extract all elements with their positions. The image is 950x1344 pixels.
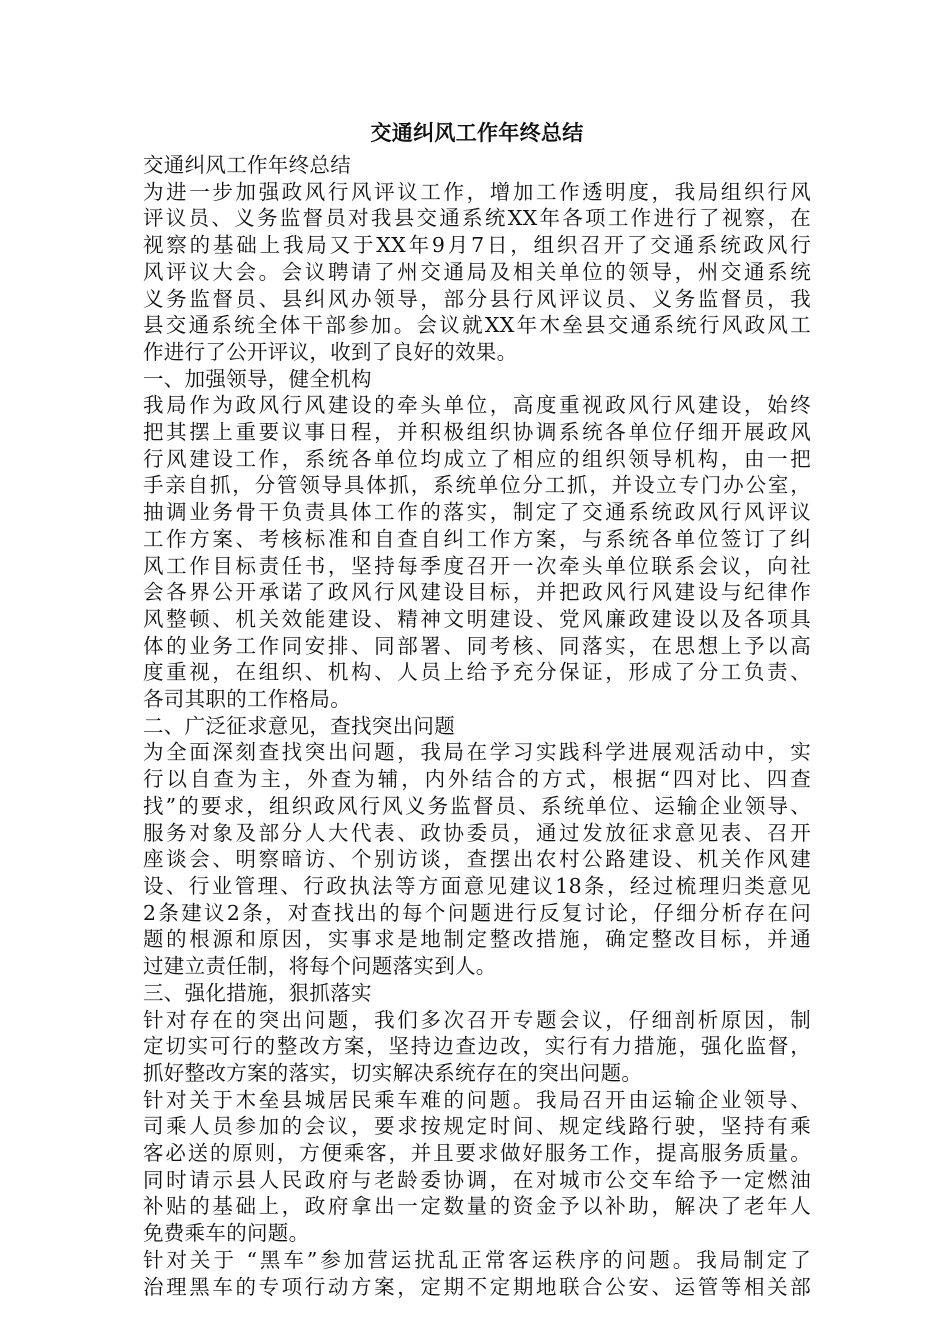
text-line: 题的根源和原因，实事求是地制定整改措施，确定整改目标，并通 [143, 927, 811, 952]
text-line: 会各界公开承诺了政风行风建设目标，并把政风行风建设与纪律作 [143, 580, 811, 605]
paragraph [143, 980, 811, 1007]
text-line: 行以自查为主，外查为辅，内外结合的方式，根据“四对比、四查 [143, 767, 811, 792]
text-line: 二、广泛征求意见，查找突出问题 [143, 713, 455, 738]
text-line: 工作方案、考核标准和自查自纠工作方案，与系统各单位签订了纠 [143, 526, 811, 551]
text-line: 评议员、义务监督员对我县交通系统XX年各项工作进行了视察，在 [143, 206, 811, 231]
document-body [143, 152, 811, 1300]
paragraph [143, 713, 811, 740]
text-line: 针对关于木垒县城居民乘车难的问题。我局召开由运输企业领导、 [143, 1087, 811, 1112]
text-line: 找”的要求，组织政风行风义务监督员、系统单位、运输企业领导、 [143, 793, 811, 818]
text-line: 针对存在的突出问题，我们多次召开专题会议，仔细剖析原因，制 [143, 1007, 811, 1032]
text-line: 交通纠风工作年终总结 [143, 153, 351, 177]
text-line: 抓好整改方案的落实，切实解决系统存在的突出问题。 [143, 1060, 643, 1085]
text-line: 设、行业管理、行政执法等方面意见建议18条，经过梳理归类意见 [143, 873, 811, 898]
text-line: 三、强化措施，狠抓落实 [143, 980, 372, 1005]
text-line: 我局作为政风行风建设的牵头单位，高度重视政风行风建设，始终 [143, 393, 811, 418]
text-line: 把其摆上重要议事日程，并积极组织协调系统各单位仔细开展政风 [143, 420, 811, 445]
text-line: 服务对象及部分人大代表、政协委员，通过发放征求意见表、召开 [143, 820, 811, 845]
text-line: 手亲自抓，分管领导具体抓，系统单位分工抓，并设立专门办公室， [143, 473, 811, 498]
paragraph [143, 1087, 811, 1247]
text-line: 风工作目标责任书，坚持每季度召开一次牵头单位联系会议，向社 [143, 553, 811, 578]
paragraph [143, 366, 811, 393]
text-line: 一、加强领导，健全机构 [143, 366, 372, 391]
paragraph [143, 179, 811, 366]
text-line: 2条建议2条，对查找出的每个问题进行反复讨论，仔细分析存在问 [143, 900, 811, 925]
text-line: 免费乘车的问题。 [143, 1221, 310, 1246]
document-title: 交通纠风工作年终总结 [370, 120, 584, 145]
text-line: 抽调业务骨干负责具体工作的落实，制定了交通系统政风行风评议 [143, 500, 811, 525]
text-line: 度重视，在组织、机构、人员上给予充分保证，形成了分工负责、 [143, 660, 811, 685]
paragraph [143, 392, 811, 712]
text-line: 风整顿、机关效能建设、精神文明建设、党风廉政建设以及各项具 [143, 606, 811, 631]
text-line: 各司其职的工作格局。 [143, 687, 351, 712]
text-line: 定切实可行的整改方案，坚持边查边改，实行有力措施，强化监督， [143, 1034, 811, 1059]
text-line: 视察的基础上我局又于XX年9月7日，组织召开了交通系统政风行 [143, 233, 811, 258]
text-line: 座谈会、明察暗访、个别访谈，查摆出农村公路建设、机关作风建 [143, 847, 811, 872]
text-line: 为进一步加强政风行风评议工作，增加工作透明度，我局组织行风 [143, 179, 811, 204]
paragraph [143, 152, 811, 179]
text-line: 治理黑车的专项行动方案，定期不定期地联合公安、运管等相关部 [143, 1274, 811, 1299]
text-line: 行风建设工作，系统各单位均成立了相应的组织领导机构，由一把 [143, 446, 811, 471]
text-line: 作进行了公开评议，收到了良好的效果。 [143, 339, 518, 364]
text-line: 为全面深刻查找突出问题，我局在学习实践科学进展观活动中，实 [143, 740, 811, 765]
text-line: 风评议大会。会议聘请了州交通局及相关单位的领导，州交通系统 [143, 259, 811, 284]
text-line: 义务监督员、县纠风办领导，部分县行风评议员、义务监督员，我 [143, 286, 811, 311]
text-line: 客必送的原则，方便乘客，并且要求做好服务工作，提高服务质量。 [143, 1141, 811, 1166]
text-line: 司乘人员参加的会议，要求按规定时间、规定线路行驶，坚持有乘 [143, 1114, 811, 1139]
paragraph [143, 1007, 811, 1087]
text-line: 县交通系统全体干部参加。会议就XX年木垒县交通系统行风政风工 [143, 313, 811, 338]
paragraph [143, 1247, 811, 1300]
text-line: 体的业务工作同安排、同部署、同考核、同落实，在思想上予以高 [143, 633, 811, 658]
text-line: 补贴的基础上，政府拿出一定数量的资金予以补助，解决了老年人 [143, 1194, 811, 1219]
text-line: 针对关于 “黑车”参加营运扰乱正常客运秩序的问题。我局制定了 [143, 1247, 811, 1272]
paragraph [143, 739, 811, 979]
document-page [143, 118, 811, 1300]
text-line: 过建立责任制，将每个问题落实到人。 [143, 954, 497, 979]
text-line: 同时请示县人民政府与老龄委协调，在对城市公交车给予一定燃油 [143, 1167, 811, 1192]
